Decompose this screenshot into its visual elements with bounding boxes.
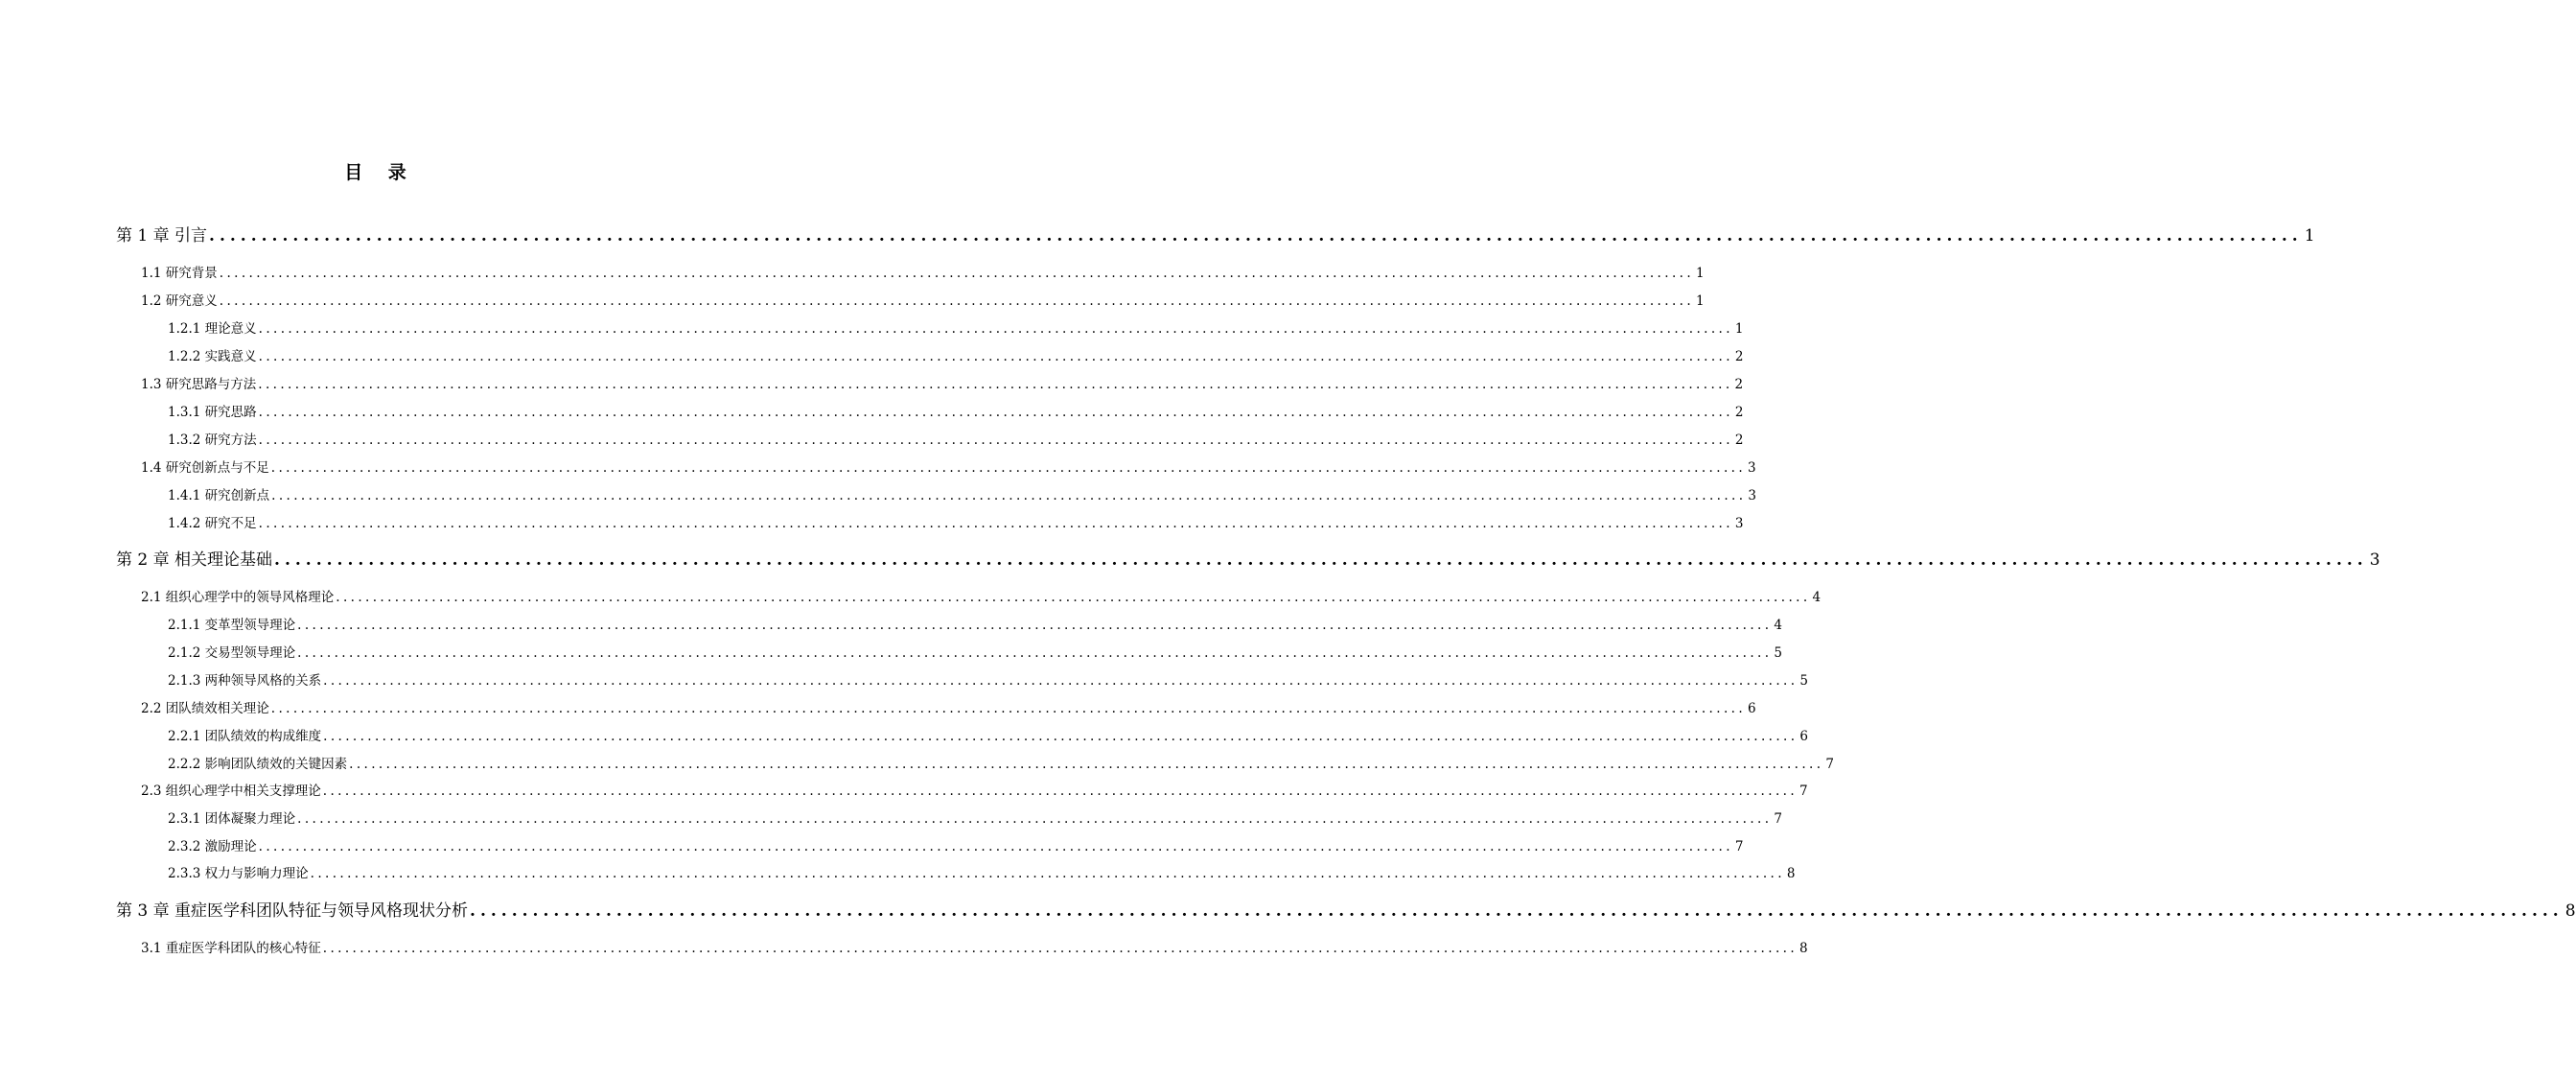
toc-subsection-2-3-3[interactable] [168,865,1796,882]
toc-page-number: 5 [1774,645,1783,661]
toc-dot-leader: ........................................................................................................................................................................................................ [297,811,1773,827]
toc-entry-label: 1.4 研究创新点与不足 [141,460,269,476]
toc-entry-label: 1.4.1 研究创新点 [168,488,270,503]
toc-subsection-2-1-2[interactable] [168,644,1783,662]
toc-page-number: 1 [1696,266,1705,281]
toc-page-number: 2 [1734,377,1744,392]
toc-page-number: 8 [2564,901,2576,921]
toc-page-number: 4 [1812,590,1822,605]
toc-subsection-2-1-1[interactable] [168,617,1783,634]
toc-page-number: 6 [1748,701,1756,716]
toc-dot-leader: ........................................................................................................................................................................................................ [258,839,1733,854]
toc-dot-leader: ........................................................................................................................................................................................................ [258,321,1733,337]
toc-entry-label: 2.3 组织心理学中相关支撑理论 [141,784,321,799]
toc-page-number: 1 [1696,293,1705,309]
toc-dot-leader: ........................................................................................................................................................................................................ [219,266,1695,281]
toc-dot-leader: ........................................................................................................................................................................................................ [219,293,1695,309]
toc-dot-leader: ........................................................................................................................................................................................................ [323,729,1799,744]
toc-dot-leader: ........................................................................................................................................................................................................ [470,901,2564,921]
toc-chapter-3[interactable] [116,901,2576,922]
toc-page-number: 4 [1774,618,1783,633]
toc-subsection-2-2-2[interactable] [168,756,1835,773]
toc-page-number: 8 [1799,941,1808,956]
toc-dot-leader: ........................................................................................................................................................................................................ [271,488,1747,503]
toc-dot-leader: ........................................................................................................................................................................................................ [349,757,1824,772]
toc-page-number: 3 [1748,460,1756,476]
toc-entry-label: 2.1.1 变革型领导理论 [168,618,296,633]
toc-page-number: 3 [2369,550,2380,570]
toc-entry-label: 2.1 组织心理学中的领导风格理论 [141,590,335,605]
toc-dot-leader: ........................................................................................................................................................................................................ [258,405,1733,420]
toc-section-1-3[interactable] [141,376,1744,393]
toc-title: 目 录 [344,162,416,183]
toc-page-number: 1 [1734,321,1744,337]
toc-entry-label: 第 2 章 相关理论基础 [116,550,273,570]
toc-dot-leader: ........................................................................................................................................................................................................ [258,349,1733,364]
toc-section-1-4[interactable] [141,459,1756,477]
toc-page-number: 2 [1734,433,1744,448]
toc-subsection-1-4-1[interactable] [168,487,1757,504]
toc-page-number: 3 [1734,516,1744,531]
toc-entry-label: 2.2 团队绩效相关理论 [141,701,269,716]
toc-section-2-2[interactable] [141,700,1756,717]
toc-entry-label: 1.4.2 研究不足 [168,516,257,531]
toc-page-number: 7 [1774,811,1783,827]
toc-dot-leader: ........................................................................................................................................................................................................ [258,516,1733,531]
toc-chapter-1[interactable] [116,225,2315,246]
toc-dot-leader: ........................................................................................................................................................................................................ [322,941,1799,956]
toc-section-2-1[interactable] [141,589,1822,606]
toc-page-number: 7 [1734,839,1744,854]
toc-dot-leader: ........................................................................................................................................................................................................ [297,645,1773,661]
toc-dot-leader: ........................................................................................................................................................................................................ [323,673,1799,689]
toc-page-number: 2 [1734,349,1744,364]
toc-subsection-2-1-3[interactable] [168,672,1809,690]
toc-section-2-3[interactable] [141,783,1808,800]
toc-entry-label: 3.1 重症医学科团队的核心特征 [141,941,321,956]
toc-dot-leader: ........................................................................................................................................................................................................ [258,433,1733,448]
toc-page-number: 2 [1734,405,1744,420]
toc-subsection-2-2-1[interactable] [168,728,1809,745]
toc-page-number: 7 [1825,757,1835,772]
toc-subsection-1-3-1[interactable] [168,404,1744,421]
toc-entry-label: 1.1 研究背景 [141,266,218,281]
toc-page-number: 5 [1799,673,1809,689]
toc-entry-label: 2.1.3 两种领导风格的关系 [168,673,322,689]
toc-dot-leader: ........................................................................................................................................................................................................ [209,226,2303,246]
toc-dot-leader: ........................................................................................................................................................................................................ [258,377,1733,392]
toc-entry-label: 1.3.2 研究方法 [168,433,257,448]
toc-entry-label: 2.3.2 激励理论 [168,839,257,854]
toc-subsection-2-3-1[interactable] [168,810,1783,828]
toc-dot-leader: ........................................................................................................................................................................................................ [270,701,1747,716]
toc-subsection-1-3-2[interactable] [168,432,1744,449]
toc-dot-leader: ........................................................................................................................................................................................................ [270,460,1747,476]
toc-page-number: 8 [1786,866,1796,881]
toc-entry-label: 1.2.2 实践意义 [168,349,257,364]
toc-page-number: 1 [2304,226,2315,246]
toc-entry-label: 2.3.3 权力与影响力理论 [168,866,309,881]
toc-dot-leader: ........................................................................................................................................................................................................ [297,618,1773,633]
toc-page-number: 6 [1799,729,1809,744]
toc-entry-label: 第 1 章 引言 [116,226,208,246]
toc-entry-label: 2.3.1 团体凝聚力理论 [168,811,296,827]
toc-subsection-2-3-2[interactable] [168,838,1744,855]
toc-page-number: 3 [1748,488,1757,503]
toc-entry-label: 2.2.2 影响团队绩效的关键因素 [168,757,348,772]
toc-entry-label: 1.3.1 研究思路 [168,405,257,420]
toc-dot-leader: ........................................................................................................................................................................................................ [322,784,1799,799]
toc-section-3-1[interactable] [141,940,1808,957]
toc-dot-leader: ........................................................................................................................................................................................................ [274,550,2368,570]
toc-dot-leader: ........................................................................................................................................................................................................ [336,590,1811,605]
toc-chapter-2[interactable] [116,550,2380,571]
toc-section-1-2[interactable] [141,292,1705,310]
toc-entry-label: 第 3 章 重症医学科团队特征与领导风格现状分析 [116,901,469,921]
toc-entry-label: 2.1.2 交易型领导理论 [168,645,296,661]
toc-entry-label: 1.2 研究意义 [141,293,218,309]
toc-page-number: 7 [1799,784,1808,799]
toc-entry-label: 1.2.1 理论意义 [168,321,257,337]
toc-subsection-1-2-1[interactable] [168,320,1744,338]
toc-subsection-1-2-2[interactable] [168,348,1744,365]
toc-section-1-1[interactable] [141,265,1705,282]
toc-entry-label: 1.3 研究思路与方法 [141,377,257,392]
toc-entry-label: 2.2.1 团队绩效的构成维度 [168,729,322,744]
toc-subsection-1-4-2[interactable] [168,515,1744,532]
toc-dot-leader: ........................................................................................................................................................................................................ [310,866,1785,881]
